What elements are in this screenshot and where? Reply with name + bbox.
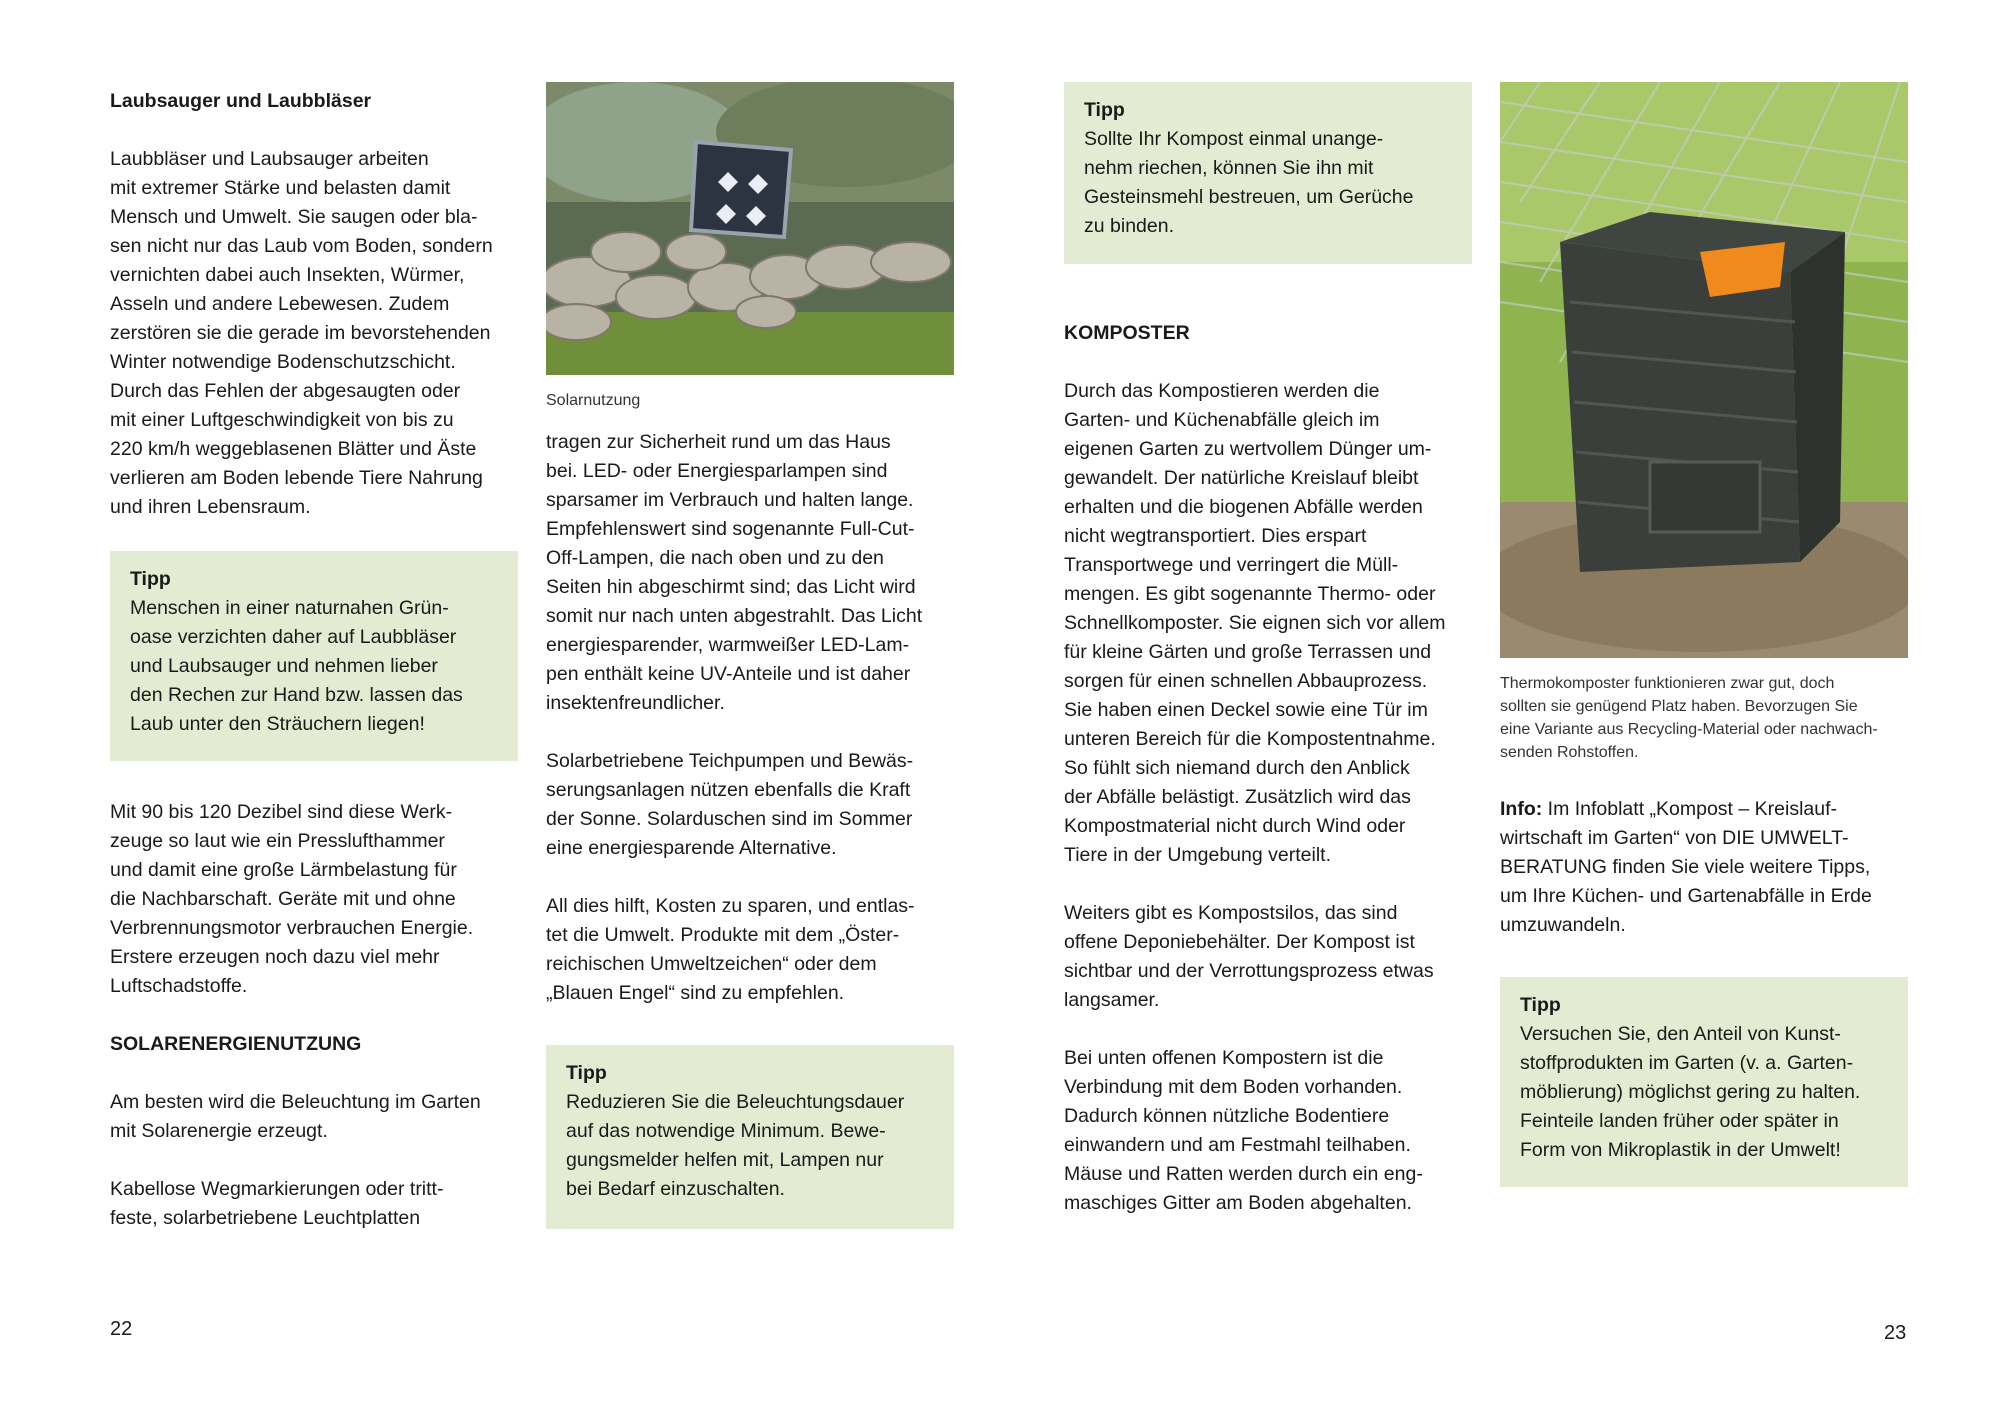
paragraph-umweltzeichen: All dies hilft, Kosten zu sparen, und entlas- tet die Umwelt. Produkte mit dem „Öster- reichischen Umweltzeichen“ oder dem „Blauen Engel“ sind zu empfehlen. (546, 895, 915, 1004)
tip-text: Versuchen Sie, den Anteil von Kunst- stoffprodukten im Garten (v. a. Garten- möblierung) möglichst gering zu halten. Feinteile landen früher oder später in Form von Mikroplastik in der Umwelt! (1520, 1023, 1861, 1161)
right-column-1 (1064, 82, 1472, 1218)
tip-box-kompost-geruch (1064, 82, 1472, 264)
tip-title: Tipp (566, 1062, 607, 1084)
compost-bin-icon (1560, 212, 1845, 572)
tip-box-beleuchtung (546, 1045, 954, 1229)
tip-title: Tipp (1084, 99, 1125, 121)
paragraph-laubsauger: Laubbläser und Laubsauger arbeiten mit extremer Stärke und belasten damit Mensch und Umwelt. Sie saugen oder bla- sen nicht nur das Laub vom Boden, sondern vernichten dabei auch Insekten, Würmer, Asseln und andere Lebewesen. Zudem zerstören sie die gerade im bevorstehenden Winter notwendige Bodenschutzschicht. Durch das Fehlen der abgesaugten oder mit einer Luftgeschwindigkeit von bis zu 220 km/h weggeblasenen Blätter und Äste verlieren am Boden lebende Tiere Nahrung und ihren Lebensraum. (110, 148, 493, 518)
info-text: Im Infoblatt „Kompost – Kreislauf- wirtschaft im Garten“ von DIE UMWELT- BERATUNG finden Sie viele weitere Tipps, um Ihre Küchen- und Gartenabfälle in Erde umzuwandeln. (1500, 798, 1872, 936)
paragraph-teichpumpen: Solarbetriebene Teichpumpen und Bewäs- serungsanlagen nützen ebenfalls die Kraft der Sonne. Solarduschen sind im Sommer eine energiesparende Alternative. (546, 750, 914, 859)
thermokomposter-photo (1500, 82, 1908, 658)
page-number-left: 22 (110, 1318, 133, 1340)
paragraph-wegmarkierungen: Kabellose Wegmarkierungen oder tritt- feste, solarbetriebene Leuchtplatten (110, 1178, 444, 1229)
tip-box-kunststoff (1500, 977, 1908, 1187)
right-column-2 (1500, 82, 1908, 1187)
heading-solarenergie: SOLARENERGIENUTZUNG (110, 1033, 362, 1055)
paragraph-solar-intro: Am besten wird die Beleuchtung im Garten mit Solarenergie erzeugt. (110, 1091, 481, 1142)
paragraph-led: tragen zur Sicherheit rund um das Haus bei. LED- oder Energiesparlampen sind sparsamer im Verbrauch und halten lange. Empfehlenswert sind sogenannte Full-Cut- Off-Lampen, die nach oben und zu den Seiten hin abgeschirmt sind; das Licht wird somit nur nach unten abgestrahlt. Das Licht energiesparender, warmweißer LED-Lam- pen enthält keine UV-Anteile und ist daher insektenfreundlicher. (546, 431, 923, 714)
tip-text: Reduzieren Sie die Beleuchtungsdauer auf das notwendige Minimum. Bewe- gungsmelder helfen mit, Lampen nur bei Bedarf einzuschalten. (566, 1091, 905, 1200)
heading-laubsauger: Laubsauger und Laubbläser (110, 90, 372, 112)
info-paragraph (1500, 795, 1908, 940)
tip-box-laubsauger (110, 551, 518, 761)
paragraph-laerm: Mit 90 bis 120 Dezibel sind diese Werk- zeuge so laut wie ein Presslufthammer und damit eine große Lärmbelastung für die Nachbarschaft. Geräte mit und ohne Verbrennungsmotor verbrauchen Energie. Erstere erzeugen noch dazu viel mehr Luftschadstoffe. (110, 801, 474, 997)
paragraph-offene-komposter: Bei unten offenen Kompostern ist die Verbindung mit dem Boden vorhanden. Dadurch können nützliche Bodentiere einwandern und am Festmahl teilhaben. Mäuse und Ratten werden durch ein eng- maschiges Gitter am Boden abgehalten. (1064, 1047, 1423, 1214)
left-column-1 (110, 87, 518, 1233)
left-column-2 (546, 82, 954, 1229)
solar-panel-photo (546, 82, 954, 375)
photo-caption-komposter: Thermokomposter funktionieren zwar gut, doch sollten sie genügend Platz haben. Bevorzugen Sie eine Variante aus Recycling-Material oder nachwach- senden Rohstoffen. (1500, 675, 1878, 761)
paragraph-kompostieren: Durch das Kompostieren werden die Garten- und Küchenabfälle gleich im eigenen Garten zu wertvollem Dünger um- gewandelt. Der natürliche Kreislauf bleibt erhalten und die biogenen Abfälle werden nicht wegtransportiert. Dies erspart Transportwege und verringert die Müll- mengen. Es gibt sogenannte Thermo- oder Schnellkomposter. Sie eignen sich vor allem für kleine Gärten und große Terrassen und sorgen für einen schnellen Abbauprozess. Sie haben einen Deckel sowie eine Tür im unteren Bereich für die Kompostentnahme. So fühlt sich niemand durch den Anblick der Abfälle belästigt. Zusätzlich wird das Kompostmaterial nicht durch Wind oder Tiere in der Umgebung verteilt. (1064, 380, 1446, 866)
tip-text: Sollte Ihr Kompost einmal unange- nehm riechen, können Sie ihn mit Gesteinsmehl bestreuen, um Gerüche zu binden. (1084, 128, 1414, 237)
tip-title: Tipp (130, 568, 171, 590)
solar-panel-icon (691, 142, 791, 237)
heading-komposter: KOMPOSTER (1064, 322, 1190, 344)
tip-text: Menschen in einer naturnahen Grün- oase verzichten daher auf Laubbläser und Laubsauger und nehmen lieber den Rechen zur Hand bzw. lassen das Laub unter den Sträuchern liegen! (130, 597, 463, 735)
info-label: Info: (1500, 798, 1543, 820)
page-number-right: 23 (1884, 1322, 1907, 1344)
paragraph-kompostsilos: Weiters gibt es Kompostsilos, das sind offene Deponiebehälter. Der Kompost ist sichtbar und der Verrottungsprozess etwas langsamer. (1064, 902, 1434, 1011)
photo-caption-solar: Solarnutzung (546, 392, 641, 409)
tip-title: Tipp (1520, 994, 1561, 1016)
